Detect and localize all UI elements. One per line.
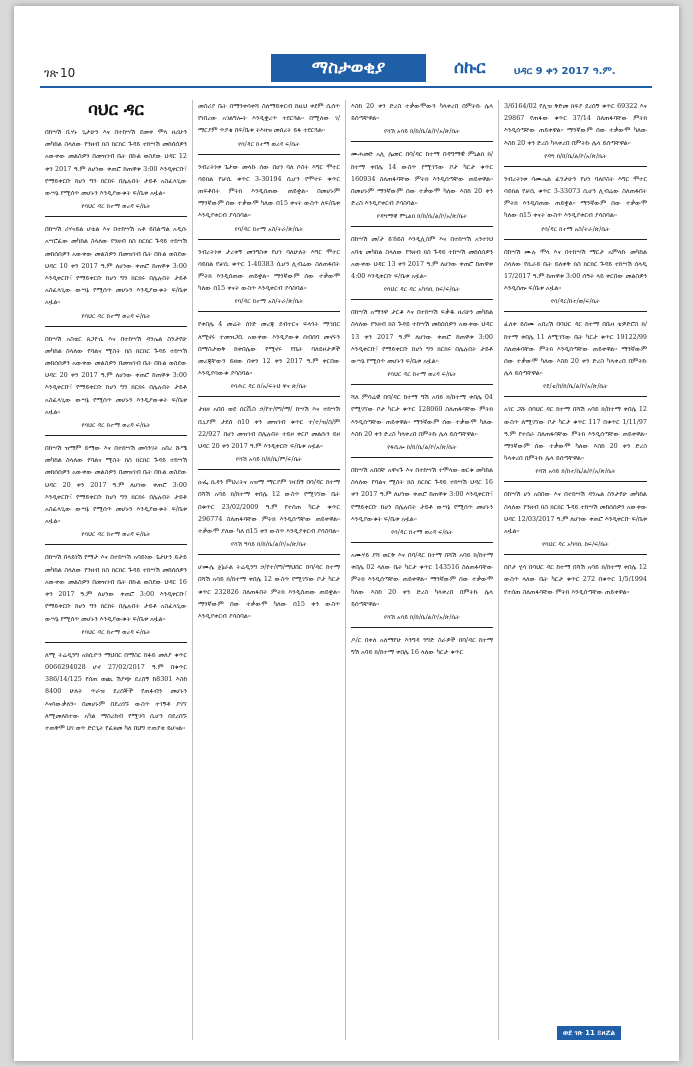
notice [198, 318, 340, 397]
notice-body: ንብረትነቱ ጌታው መላኩ ሰው በሆነ ባለ ሶስት እግር ሞተር ሳይክል የቻሲ ቁጥር 3-30194 ሲሆን የሞተሩ ቁጥር ጠፍቶበት ምትክ እንዲሰጠው ጠይቋል። በመሆኑም ማንኛውም ሰው ተቃውሞ ካለው በ15 ቀናት ውስጥ ለፍ/ቤቱ እንዲያቀርብ ያሳስባል። [198, 162, 340, 220]
notice-issuer: የደ/ቴ/ክ/ከ/ቤ/ል/ኮ/አ/ጽ/ቤት [543, 383, 608, 391]
newspaper-page [14, 6, 679, 1061]
notice-body: ዑፌ ኪዳን ምህረትና አዝማ ማርያም ገዛኸኝ በባ/ዳር ከተማ በሻሽ አባይ ክ/ከተማ ቀበሌ 12 ውስጥ የሚገኘው ቤት በቁጥር 23/02/2009 ዓ.ም የተሰጠ ካርታ ቁጥር 296774 ስለጠፋባቸው ምትክ እንዲሰጣቸው ጠይቀዋል። ተቃውሞ ያለው ካለ በ15 ቀን ውስጥ እንዲያቀርብ ያሳስባል። [198, 478, 340, 536]
notice-issuer: የባ/ዳር ከተማ ወረዳ ፍ/ቤት [391, 529, 453, 537]
notice [504, 100, 647, 167]
column-3 [346, 100, 499, 1040]
notice [351, 148, 493, 227]
notice [351, 549, 493, 628]
notice-issuer: የባህር ዳር ከተማ ወረዳ ፍ/ቤት [387, 371, 457, 379]
notice-body: በከሣሽ አስቴር ጸጋዮሴ እና በተከሣሽ ዳንኤል ስንታየሁ መካከል ስላለው የባልና ሚስት ክስ ክርክር ጉዳይ ተከሣሽ መከሰሰዎን አውቀው መልስዎን በመዝገብ ቤት በኩል ወስደው ህዳር 20 ቀን 2017 ዓ.ም ለሆነው ቀጠሮ ከጠዋቱ 3:00 እንዲቀርቡ፣ የማይቀርቡ ከሆነ ግን ክርክሩ በሌሉበት ታይቶ አስፈላጊው ውሣኔ የሚሰጥ መሆኑን እንዲያውቁት ፍ/ቤቱ አዟል። [45, 334, 187, 416]
notice-body: አሙሃይ ያሻ ወርቅ እና በባ/ዳር ከተማ በሻሽ አባይ ክ/ከተማ ቀበሌ 02 ላለው ቤት ካርታ ቁጥር 143516 ስለጠፋባቸው ምትክ እንዲሰጣቸው ጠይቀዋል። ማንኛውም ሰው ተቃውሞ ካለው እስከ 20 ቀን ድረስ ካላቀረበ በምትኩ ሌላ ይሰጣቸዋል፡፡ [351, 551, 493, 608]
notice [351, 634, 493, 662]
issue-date: ህዳር 9 ቀን 2017 ዓ.ም. [514, 66, 616, 77]
notice [504, 561, 647, 602]
notice-issuer: የባ/ዳር ከተማ አስ/ትራ/ጽ/ቤት [234, 298, 304, 306]
notice-body: ንብረትነቱ ሳሙኤል ፈንታሁን የሆነ ባለሶስት እግር ሞተር ሳይክል የቻሲ ቁጥር 3-33073 ሲሆን ሊብሬው ስለጠፋበት ምትክ እንዲሰጠው ጠይቋል። ማንኛውም ሰው ተቃውሞ ካለው በ15 ቀናት ውስጥ እንዲያቀርብ ያሳስባል። [504, 174, 647, 220]
notice-body: በከሣሽ አበበቸ አዋናጉ እና በተከሣሽ ተሞላው ወርቁ መካከል ስላለው የባልና ሚስት ክስ ክርክር ጉዳይ ተከሣሽ ህዳር 16 ቀን 2017 ዓ.ም ለሆነው ቀጠሮ ከጠዋቱ 3:00 እንዲቀርቡ፣ የማይቀርቡ ከሆነ በሌሉበት ታይቶ ውሣኔ የሚሰጥ መሆኑን እንዲያውቁት ፍ/ቤቱ አዟል። [351, 466, 493, 523]
notice-issuer: የባህር ዳር ከተማ ወረዳ ፍ/ቤት [81, 422, 151, 430]
notice-issuer: የባሕር ዳር ከ/አ/ፍትህ ዋና ጽ/ቤት [230, 383, 308, 391]
notice [198, 561, 340, 626]
notice-issuer: የባህር ዳር ከተማ ወረዳ ፍ/ቤት [81, 628, 151, 636]
notice [45, 333, 187, 436]
notice-body: በቦታ ሂሳ በባህር ዳር ከተማ በሻሽ አባይ ክ/ከተማ ቀበሌ 12 ውስጥ ላለው ቤት ካርታ ቁጥር 272 በቁጥር 1/5/1994 የተሰጠ ስለጠፋባቸው ምትክ እንዲሰጣቸው ጠይቀዋል። [504, 563, 647, 596]
notice-body: መስሪያ ቤት በማንቀሳቀሻ ስለማይቀርብ ከዚህ ቀደም ሲሰጥ የነበረው አገልግሎት እንዲቋረጥ ተደርጓል። በሚለው ገ/ማርያም ጥያቄ በፍ/ቤቱ ትእዛዝ መሰረት ይፋ ተደርጓል። [198, 102, 340, 135]
notice-issuer: የሻሽ አባይ ክ/ከተ/ቤ/ል/ኮ/አ/ጽ/ቤት [535, 468, 616, 476]
notice-body: 3/6164/02 የሊዝ ቅድመ ክፍያ ደረሰኝ ቁጥር 69322 እና 29867 የጠፋው ቁጥር 37/14 ስለጠፋባቸው ምትክ እንዲሰጣቸው ጠይቀዋል። ማንኛውም ሰው ተቃውሞ ካለው እስከ 20 ቀን ድረስ ካላቀረበ በምትኩ ሌላ ይሰጣቸዋል፡፡ [504, 102, 647, 147]
notice-issuer: የባ/ዳር ከተማ አስ/ትራ/ጽ/ቤት [234, 225, 304, 233]
notice-issuer: የሻሽ ዓባይ ክ/ከ/ቤ/ል/ኮ/አ/ጽ/ቤት [231, 541, 307, 549]
notice-issuer: የባ/ዳር ከተማ ወረዳ ፍ/ቤት [238, 140, 300, 148]
notice-body: ፈለቀ ይሰሙ አበረሽ በባህር ዳር ከተማ በቤዛ ቴዎድሮስ ክ/ከተማ ቀበሌ 11 ለሚገኘው ቤት ካርታ ቁጥር 19122/99 ስለጠፋባቸው ምትክ እንዲሰጣቸው ጠይቀዋል። ማንኛውም ሰው ተቃውሞ ካለው እስከ 20 ቀን ድረስ ካላቀረበ በምትኩ ሌላ ይሰጣቸዋል፡፡ [504, 320, 647, 378]
notice [351, 306, 493, 385]
notice-issuer: የሻሽ አባይ ክ/ከ/ቤ/ም/ፍ/ቤት [235, 456, 303, 464]
notice [351, 464, 493, 543]
page-header [14, 6, 679, 86]
header-divider [40, 86, 652, 88]
notice-body: የቀበሌ 4 መሬት ሰነድ መረጃ ደብተርና ፍላጎት ማኅበር ለሚኖሩ ተመዝጋቢ አውቀው እንዲያውቁ ሰብሰባ መኖሩን በማስታወቅ ከቀበሌው የሚኖሩ የቤት ባለይዞታዎች መረጃቸውን ይዘው በቀን 12 ቀን 2017 ዓ.ም ቀርበው እንዲያሳውቁ ያሳስባል። [198, 320, 340, 378]
notice-body: አገር ጋሹ በባህር ዳር ከተማ በሻሽ አባይ ክ/ከተማ ቀበሌ 12 ውስጥ ለሚገኘው ቦታ ካርታ ቁጥር 117 በቁጥር 1/11/97 ዓ.ም የተሰራ ስለጠፋባቸው ምትክ እንዲሰጣቸው ጠይቀዋል። ማንኛውም ሰው ተቃውሞ ካለው እስከ 20 ቀን ድረስ ካላቀረበ በምትኩ ሌላ ይሰጣቸዋል፡፡ [504, 405, 647, 463]
column-1 [40, 100, 193, 1040]
notice-issuer: የባህር ዳር ዳር አካባቢ ከፍ/ፍ/ቤት [384, 286, 460, 294]
column-2 [193, 100, 346, 1040]
notice-body: ሆሙሌ ጀኔራል ትሬዲንግ ኃ/የተ/የግ/ማህበር በባ/ዳር ከተማ በሻሽ አባይ ክ/ከተማ ቀበሌ 12 ውስጥ የሚገኘው ቦታ ካርታ ቁጥር 232826 ስለጠፋበት ምትክ እንዲሰጠው ጠይቋል። ማንኛውም ሰው ተቃውሞ ካለው በ15 ቀን ውስጥ እንዲያቀርብ ያሳስባል። [198, 563, 340, 621]
notice-issuer: የዳግማዊ ምኒልክ ክ/ከ/ቤ/ል/ኮ/አ/ጽ/ቤት [376, 213, 468, 221]
page-label: ገጽ [44, 66, 59, 80]
column-4 [499, 100, 652, 1040]
notice [504, 318, 647, 397]
column-title: ባህር ዳር [88, 100, 144, 120]
notice [504, 173, 647, 240]
page-number: 10 [60, 66, 76, 80]
notice [198, 246, 340, 313]
notice-body: በከሣሽ ሆነ አበበው እና በተከሣሽ ዳንኤል ስንታየሁ መካከል ስላለው የንዘብ ክስ ክርክር ጉዳይ ተከሣሽ መከሰሰዎን አውቀው ህዳር 12/03/2017 ዓ.ም ለሆነው ቀጠሮ እንዲቀርቡ ፍ/ቤቱ አዟል። [504, 490, 647, 536]
notice-body: ንብረትነቱ ታረቀኝ መንግስቱ የሆነ ባለሁለት እግር ሞተር ሳይክል የቻሲ ቁጥር 1-40383 ሲሆን ሊብሬው ስለጠፋበት ምትክ እንዲሰጠው ጠይቋል። ማንኛውም ሰው ተቃውሞ ካለው በ15 ቀናት ውስጥ እንዲቀርብ ያሳስባል። [198, 247, 340, 293]
notice [504, 246, 647, 313]
notice-body: በከሣሽ ሙሉ ሞላ እና በተከሣሽ ማርታ አምላኩ መካከል ስላለው የኪራይ ቤት ይለቀቅ ክስ ክርክር ጉዳይ ተከሣሽ ሰላዲ 17/2017 ዓ.ም ከጠዋቱ 3:00 ሰዓት ላይ ቀርበው መልስዎን እንዲሰጡ ፍ/ቤቱ አዟል። [504, 247, 647, 293]
notice-issuer: የባህር ዳር ከተማ ወረዳ ፍ/ቤት [81, 312, 151, 320]
notice [351, 391, 493, 458]
notice [45, 126, 187, 217]
notice-body: በከሣሽ አማንዋ ታርቆ እና በተከሣሽ ፍቃዱ ዘሪሁን መካከል ስላለው የንዘብ ክስ ጉዳይ ተከሣሽ መከሰሰዎን አውቀው ህዳር 13 ቀን 2017 ዓ.ም ለሆነው ቀጠሮ ከጠዋቱ 3:00 እንዲቀርቡ፣ የማይቀርቡ ከሆነ ግን ክርክሩ በሌሉበት ታይቶ ውሣኔ የሚሰጥ መሆኑን ፍ/ቤቱ አዟል። [351, 308, 493, 366]
notice-body: በከሣሽ መ/ታ ይኸይስ እንዲሊስም እና በተከሣሽ አንተነህ አባቴ መካከል ስላለው የንዘብ ክስ ጉዳይ ተከሣሽ መከሰሰዎን አውቀው ህዳር 13 ቀን 2017 ዓ.ም ለሆነው ቀጠሮ ከጠዋቱ 4:00 እንዲቀርቡ ፍ/ቤቱ አዟል። [351, 235, 493, 281]
notice [45, 649, 187, 738]
notice [45, 223, 187, 326]
notice-issuer: የፋሲሎ ክ/ከ/ቤ/ል/ኮ/አ/ጽ/ቤት [387, 444, 457, 452]
notice-issuer: የባ/ዳር/ከተ/ወ/ፍ/ቤት [550, 298, 600, 306]
notice-issuer: የባህር ዳር አካባቢ ከፍ/ፍ/ቤት [542, 541, 609, 549]
notice-body: ሻለ ምሳሬዊ በባ/ዳር ከተማ ግሽ አባይ ክ/ከተማ ቀበሌ 04 የሚገኘው ቦታ ካርታ ቁጥር 128060 ስለጠፋባቸው ምትክ እንዲሰጣቸው ጠይቀዋል። ማንኛውም ሰው ተቃውሞ ካለው እስከ 20 ቀን ድረስ ካላቀረበ በምትኩ ሌላ ይሰጣቸዋል፡፡ [351, 393, 493, 438]
notice [504, 403, 647, 482]
notice-issuer: የባህር ዳር ከተማ ወረዳ ፍ/ቤት [81, 203, 151, 211]
notice [198, 100, 340, 155]
notice [45, 442, 187, 545]
notice [198, 161, 340, 240]
notice-body: ሙሐመድ አሊ ሌመር በባ/ዳር ከተማ በዳግማዊ ምኒልክ ክ/ከተማ ቀበሌ 14 ውስጥ የሚገኘው ቦታ ካርታ ቁጥር 160934 ስለጠፋባቸው ምትክ እንዲሰጣቸው ጠይቀዋል። በመሆኑም ማንኛውም ሰው ተቃውሞ ካለው እስከ 20 ቀን ድረስ እንዲያቀርብ ያሳስባል። [351, 150, 493, 208]
notice [198, 403, 340, 470]
notice-body: በከሣሽ ቢሃኑ ጊታሁን እና በተከሣሽ ደመቀ ሞላ ዘሪሁን መካከል ስላለው የንዘብ ክስ ክርክር ጉዳይ ተከሣሽ መከሰሰዎን አውቀው መልስዎን በመዝገብ ቤት በኩል ወስደው ህዳር 12 ቀን 2017 ዓ.ም ለሆነው ቀጠሮ ከጠዋቱ 3:00 እንዲቀርቡ፣ የማይቀርቡ ከሆነ ግን ክርክሩ በሌሉበት ታይቶ አስፈላጊው ውሣኔ የሚሰጥ መሆኑን እንዲያውቁት ፍ/ቤቱ አዟል። [45, 128, 187, 198]
continued-on-page-tag: ወደ ገጽ 11 ይዞሯል [557, 1026, 621, 1040]
notice-body: ዶ/ር በቀለ አለማየሁ እንግዳ ንግድ ስራዎች በባ/ዳር ከተማ ግሽ አባይ ክ/ከተማ ቀበሌ 16 ላለው ካርታ ቁጥር [351, 636, 493, 657]
notice-issuer: የባ/ዳር ከተማ አስ/ትራ/ጽ/ቤት [541, 225, 610, 233]
notice [351, 100, 493, 142]
notice-body: በከሣሽ ዝማም ይማው እና በተከሣሽ መሳንገት አበረ ሹሜ መካከል ስላለው የባልና ሚስት ክስ ክርክር ጉዳይ ተከሣሽ መከሰሰዎን አውቀው መልስዎን በመዝገብ ቤት በኩል ወስደው ህዳር 20 ቀን 2017 ዓ.ም ለሆነው ቀጠሮ 3:00 እንዲቀርቡ፣ የማይቀርቡ ከሆነ ግን ክርክሩ በሌሉበት ታይቶ አስፈላጊው ውሣኔ የሚሰጥ መሆኑን እንዲያውቁት ፍ/ቤቱ አዟል። [45, 444, 187, 526]
notice-body: በከሣሽ ሪሃናይል ሆቴል እና በተከሣሽ አቶ ይበልጣል አዲሱ አሣሮፈው መካከል ስላለው የንዘብ ክስ ክርክር ጉዳይ ተከሣሽ መከሰሰዎን አውቀው መልስዎን በመዝገብ ቤት በኩል ወስደው ህዳር 10 ቀን 2017 ዓ.ም ለሆነው ቀጠሮ ከጠዋቱ 3:00 እንዲቀርቡ፣ የማይቀርቡ ከሆነ ግን ክርክሩ በሌሉበት ታይቶ አስፈላጊው ውሣኔ የሚሰጥ መሆኑን እንዲያውቁት ፍ/ቤቱ አዟል። [45, 225, 187, 307]
notice-issuer: የዳግ ክ/ከ/ቤ/ል/ኮ/አ/ጽ/ቤት [544, 152, 607, 160]
notice-body: በከሣሽ በላይነሽ የማታ እና በተከሣሽ አባይነው ጌታሁን ይታይ መካከል ስላለው የንዘብ ክስ ክርክር ጉዳይ ተከሣሽ መከሰሰዎን አውቀው መልስዎን በመዝገብ ቤት በኩል ወስደው ህዳር 16 ቀን 2017 ዓ.ም ለሆነው ቀጠሮ 3:00 እንዲቀርቡ፣ የማይቀርቡ ከሆነ ግን ክርክሩ በሌሉበት ታይቶ አስፈላጊው ውሣኔ የሚሰጥ መሆኑን እንዲያውቁት ፍ/ቤቱ አዟል። [45, 553, 187, 623]
notice-body: ለሚ ትሬዲንግ አክሲዮን ማህበር በማስር ከፋይ መለያ ቁጥር 0066294028 ሆኖ 27/02/2017 ዓ.ም በቁጥር 386/14/125 የሰጠ ወጪ ሽያጭ ደረሰኝ ከ8301 እስከ 8400 ሁለት ጥራዝ ደረሰኞች የጠፋብን መሆኑን እናሳውቃለን፡፡ በመሆኑም በደረሰኙ ውስጥ ተገኝቶ ያገኘ ለሚመለከተው አካል ማስረከብ የሚገባ ሲሆን በደረሰኙ ተጠቅሞ ህገ ወጥ ድርጊት የፈፀመ ካለ በህግ ተጠያቂ ይሆናል። [45, 650, 187, 732]
notice-issuer: የባህር ዳር ከተማ ወረዳ ፍ/ቤት [81, 531, 151, 539]
section-title: ማስታወቂያ [271, 54, 426, 82]
notice [45, 551, 187, 642]
notice-body: ታዘዘ አበበ ወደ ሰርቪስ ኃ/የተ/የግ/ማ/ ከሣሽ እና ተከሣሽ ቢኒያም ታደሰ በ10 ቀን መዝገብ ቁጥር ተ/ተ/ዝ/ስ/ም 22/927 በሆነ መዝገብ በሌሉበት ተይዞ ቀርቦ መልሱን ይዞ ህዳር 20 ቀን 2017 ዓ.ም እንዲቀርቡ ፍ/ቤቱ አዟል። [198, 405, 340, 451]
notice-issuer: የሻሽ አባይ ክ/ከ/ቤ/ል/ኮ/አ/ጽ/ቤት [384, 614, 460, 622]
notice [504, 488, 647, 555]
notice-columns [40, 100, 652, 1040]
notice [351, 233, 493, 300]
newspaper-name: ሰኩር [454, 58, 486, 78]
notice [198, 476, 340, 555]
notice-body: እስከ 20 ቀን ድረስ ተቃውሞውን ካላቀረበ በምትኩ ሌላ ይሰጣቸዋል፡፡ [351, 102, 493, 123]
notice-issuer: የሻሽ አባይ ክ/ከ/ቤ/ል/ኮ/አ/ጽ/ቤት [384, 128, 460, 136]
